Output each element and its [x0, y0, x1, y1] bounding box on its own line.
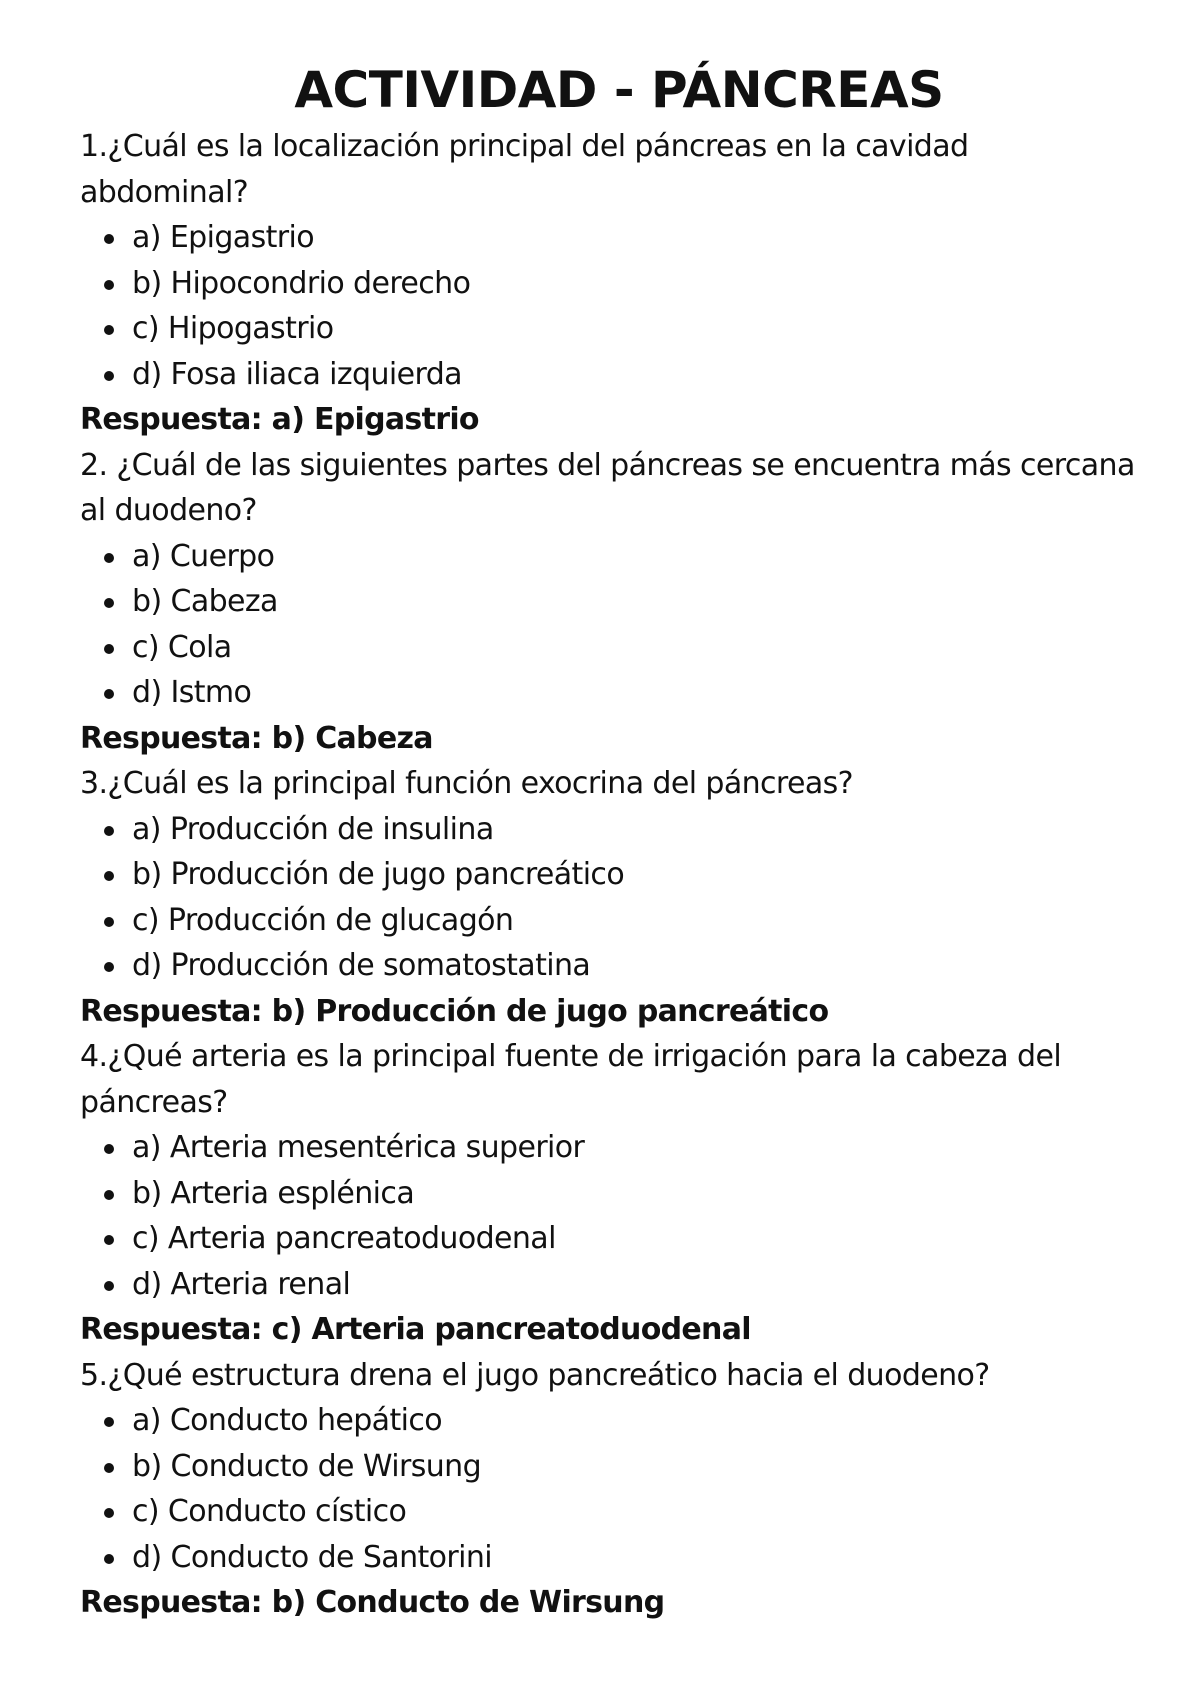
option-label: c) Producción de glucagón — [132, 902, 514, 938]
bullet-icon — [102, 215, 116, 261]
option-label: b) Conducto de Wirsung — [132, 1448, 482, 1484]
bullet-icon — [102, 1262, 116, 1308]
option-label: d) Istmo — [132, 675, 252, 710]
question-block-1 — [80, 124, 1140, 443]
option-label: c) Cola — [132, 629, 232, 665]
option-label: a) Producción de insulina — [132, 811, 494, 847]
question-block-5 — [80, 1353, 1140, 1626]
page-title: ACTIVIDAD - PÁNCREAS — [294, 61, 944, 119]
option-label: b) Arteria esplénica — [132, 1175, 415, 1211]
bullet-icon — [102, 1216, 116, 1262]
option-item — [132, 1398, 1140, 1444]
bullet-icon — [102, 306, 116, 352]
option-item — [132, 807, 1140, 853]
option-item — [132, 1262, 1140, 1308]
option-item — [132, 1171, 1140, 1217]
bullet-icon — [102, 1489, 116, 1535]
option-item — [132, 579, 1140, 625]
option-item — [132, 306, 1140, 352]
option-item — [132, 943, 1140, 989]
option-label: a) Conducto hepático — [132, 1403, 442, 1438]
option-item — [132, 534, 1140, 580]
question-text: 1.¿Cuál es la localización principal del páncreas en la cavidad abdominal? — [80, 129, 969, 210]
answer-text: Respuesta: a) Epigastrio — [80, 402, 479, 437]
bullet-icon — [102, 579, 116, 625]
bullet-icon — [102, 898, 116, 944]
bullet-icon — [102, 352, 116, 398]
options-list — [80, 807, 1140, 989]
bullet-icon — [102, 852, 116, 898]
answer-text: Respuesta: b) Conducto de Wirsung — [80, 1585, 665, 1620]
bullet-icon — [102, 625, 116, 671]
question-text: 2. ¿Cuál de las siguientes partes del páncreas se encuentra más cercana al duodeno? — [80, 447, 1135, 528]
bullet-icon — [102, 1125, 116, 1171]
bullet-icon — [102, 670, 116, 716]
question-text: 4.¿Qué arteria es la principal fuente de irrigación para la cabeza del páncreas? — [80, 1039, 1062, 1120]
option-label: a) Cuerpo — [132, 538, 275, 574]
option-item — [132, 852, 1140, 898]
option-label: d) Producción de somatostatina — [132, 948, 591, 983]
option-item — [132, 1489, 1140, 1535]
answer-text: Respuesta: b) Producción de jugo pancreático — [80, 993, 829, 1029]
option-label: c) Conducto cístico — [132, 1494, 407, 1529]
option-label: d) Arteria renal — [132, 1266, 351, 1302]
option-label: b) Hipocondrio derecho — [132, 265, 471, 301]
bullet-icon — [102, 1398, 116, 1444]
question-block-2 — [80, 443, 1140, 762]
bullet-icon — [102, 1535, 116, 1581]
option-label: c) Arteria pancreatoduodenal — [132, 1221, 556, 1256]
option-label: d) Fosa iliaca izquierda — [132, 356, 462, 392]
answer-text: Respuesta: c) Arteria pancreatoduodenal — [80, 1312, 751, 1347]
option-item — [132, 670, 1140, 716]
question-block-3 — [80, 761, 1140, 1034]
question-block-4 — [80, 1034, 1140, 1353]
option-item — [132, 352, 1140, 398]
options-list — [80, 534, 1140, 716]
bullet-icon — [102, 1171, 116, 1217]
options-list — [80, 1125, 1140, 1307]
option-item — [132, 1216, 1140, 1262]
bullet-icon — [102, 807, 116, 853]
option-item — [132, 1125, 1140, 1171]
option-label: b) Cabeza — [132, 584, 278, 619]
answer-text: Respuesta: b) Cabeza — [80, 720, 433, 756]
bullet-icon — [102, 261, 116, 307]
options-list — [80, 1398, 1140, 1580]
question-text: 3.¿Cuál es la principal función exocrina del páncreas? — [80, 766, 854, 801]
option-item — [132, 215, 1140, 261]
options-list — [80, 215, 1140, 397]
bullet-icon — [102, 1444, 116, 1490]
option-label: a) Epigastrio — [132, 220, 314, 255]
question-text: 5.¿Qué estructura drena el jugo pancreático hacia el duodeno? — [80, 1357, 990, 1393]
option-label: c) Hipogastrio — [132, 311, 334, 346]
bullet-icon — [102, 534, 116, 580]
option-label: a) Arteria mesentérica superior — [132, 1130, 585, 1165]
option-item — [132, 625, 1140, 671]
option-item — [132, 261, 1140, 307]
option-label: d) Conducto de Santorini — [132, 1539, 493, 1575]
option-label: b) Producción de jugo pancreático — [132, 857, 625, 892]
option-item — [132, 898, 1140, 944]
bullet-icon — [102, 943, 116, 989]
option-item — [132, 1444, 1140, 1490]
option-item — [132, 1535, 1140, 1581]
